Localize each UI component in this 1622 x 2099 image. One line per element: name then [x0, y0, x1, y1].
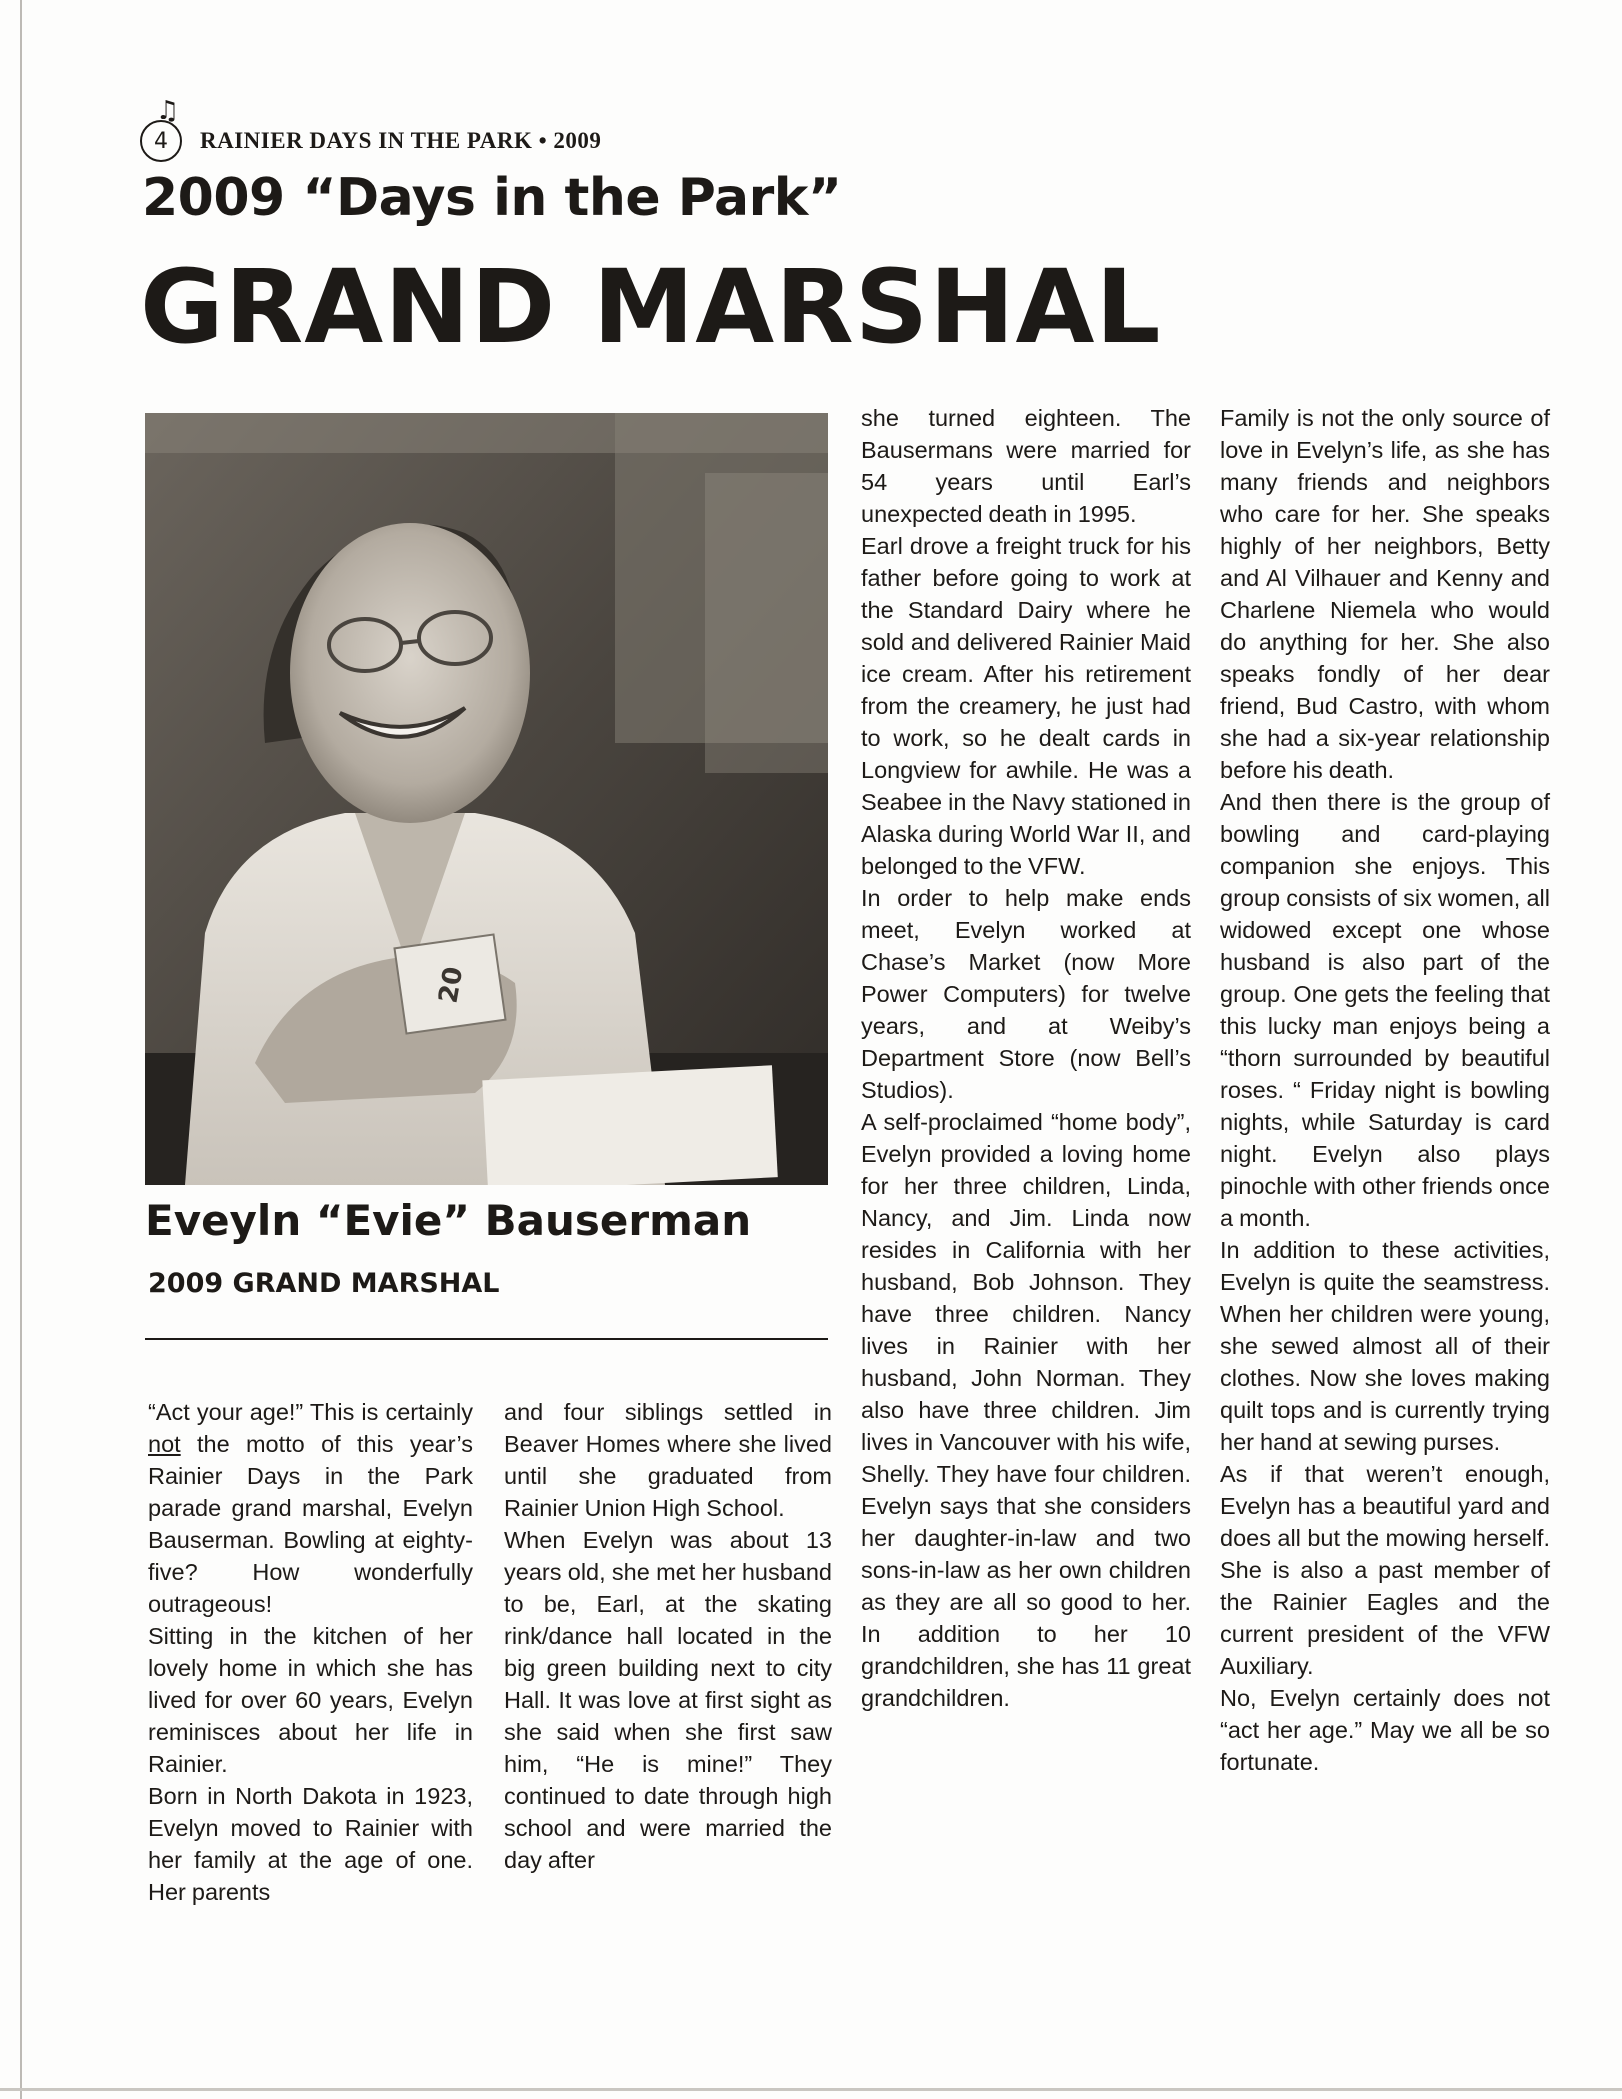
caption-name: Eveyln “Evie” Bauserman [145, 1196, 752, 1245]
page-edge-line [20, 0, 22, 2099]
page-header [140, 96, 602, 164]
music-note-icon: ♫ [156, 96, 180, 126]
page-bottom-line [0, 2088, 1622, 2091]
paragraph: No, Evelyn certainly does not “act her age.” May we all be so fortunate. [1220, 1685, 1550, 1775]
page-number-badge [140, 96, 182, 162]
text-run: “Act your age!” This is certainly [148, 1399, 473, 1425]
caption-divider [145, 1338, 828, 1340]
article-headline: 2009 “Days in the Park” [142, 168, 842, 228]
banknote-text: 20 [433, 964, 470, 1006]
article-column-3 [861, 402, 1191, 1714]
page-number: 4 [154, 128, 168, 154]
running-head: RAINIER DAYS IN THE PARK • 2009 [200, 128, 602, 153]
paragraph: and four siblings settled in Beaver Homes where she lived until she graduated from Rainier Union High School. [504, 1399, 832, 1521]
portrait-photo-image [145, 413, 828, 1185]
portrait-photo [145, 413, 828, 1185]
paragraph: she turned eighteen. The Bausermans were married for 54 years until Earl’s unexpected death in 1995. [861, 405, 1191, 527]
paragraph [148, 1396, 473, 1620]
article-column-1 [148, 1396, 473, 1908]
article-title: GRAND MARSHAL [140, 248, 1162, 367]
text-run: the motto of this year’s Rainier Days in the Park parade grand marshal, Evelyn Bauserman. Bowling at eighty-five? How wonderfully outrageous! [148, 1431, 473, 1617]
paragraph: Family is not the only source of love in Evelyn’s life, as she has many friends and neighbors who care for her. She speaks highly of her neighbors, Betty and Al Vilhauer and Kenny and Charlene Niemela who would do anything for her. She also speaks fondly of her dear friend, Bud Castro, with whom she had a six-year relationship before his death. [1220, 405, 1550, 783]
article-column-4 [1220, 402, 1550, 1778]
paragraph: A self-proclaimed “home body”, Evelyn provided a loving home for her three children, Linda, Nancy, and Jim. Linda now resides in California with her husband, Bob Johnson. They have three children. Nancy lives in Rainier with her husband, John Norman. They also have three children. Jim lives in Vancouver with his wife, Shelly. They have four children. Evelyn says that she considers her daughter-in-law and two sons-in-law as her own children as they are all so good to her. In addition to her 10 grandchildren, she has 11 great grandchildren. [861, 1109, 1191, 1711]
article-column-2 [504, 1396, 832, 1876]
paragraph: In addition to these activities, Evelyn is quite the seamstress. When her children were young, she sewed almost all of their clothes. Now she loves making quilt tops and is currently trying her hand at sewing purses. [1220, 1237, 1550, 1455]
emphasis-not: not [148, 1431, 181, 1457]
paragraph: As if that weren’t enough, Evelyn has a beautiful yard and does all but the mowing herself. She is also a past member of the Rainier Eagles and the current president of the VFW Auxiliary. [1220, 1461, 1550, 1679]
paragraph: In order to help make ends meet, Evelyn worked at Chase’s Market (now More Power Computers) for twelve years, and at Weiby’s Department Store (now Bell’s Studios). [861, 885, 1191, 1103]
paragraph: Earl drove a freight truck for his father before going to work at the Standard Dairy where he sold and delivered Rainier Maid ice cream. After his retirement from the creamery, he just had to work, so he dealt cards in Longview for awhile. He was a Seabee in the Navy stationed in Alaska during World War II, and belonged to the VFW. [861, 533, 1191, 879]
paragraph: Born in North Dakota in 1923, Evelyn moved to Rainier with her family at the age of one. Her parents [148, 1783, 473, 1905]
paragraph: And then there is the group of bowling and card-playing companion she enjoys. This group consists of six women, all widowed except one whose husband is also part of the group. One gets the feeling that this lucky man enjoys being a “thorn surrounded by beautiful roses. “ Friday night is bowling nights, while Saturday is card night. Evelyn also plays pinochle with other friends once a month. [1220, 789, 1550, 1231]
caption-subtitle: 2009 GRAND MARSHAL [148, 1268, 500, 1299]
paragraph: Sitting in the kitchen of her lovely home in which she has lived for over 60 years, Evelyn reminisces about her life in Rainier. [148, 1623, 473, 1777]
paragraph: When Evelyn was about 13 years old, she met her husband to be, Earl, at the skating rink/dance hall located in the big green building next to city Hall. It was love at first sight as she said when she first saw him, “He is mine!” They continued to date through high school and were married the day after [504, 1527, 832, 1873]
